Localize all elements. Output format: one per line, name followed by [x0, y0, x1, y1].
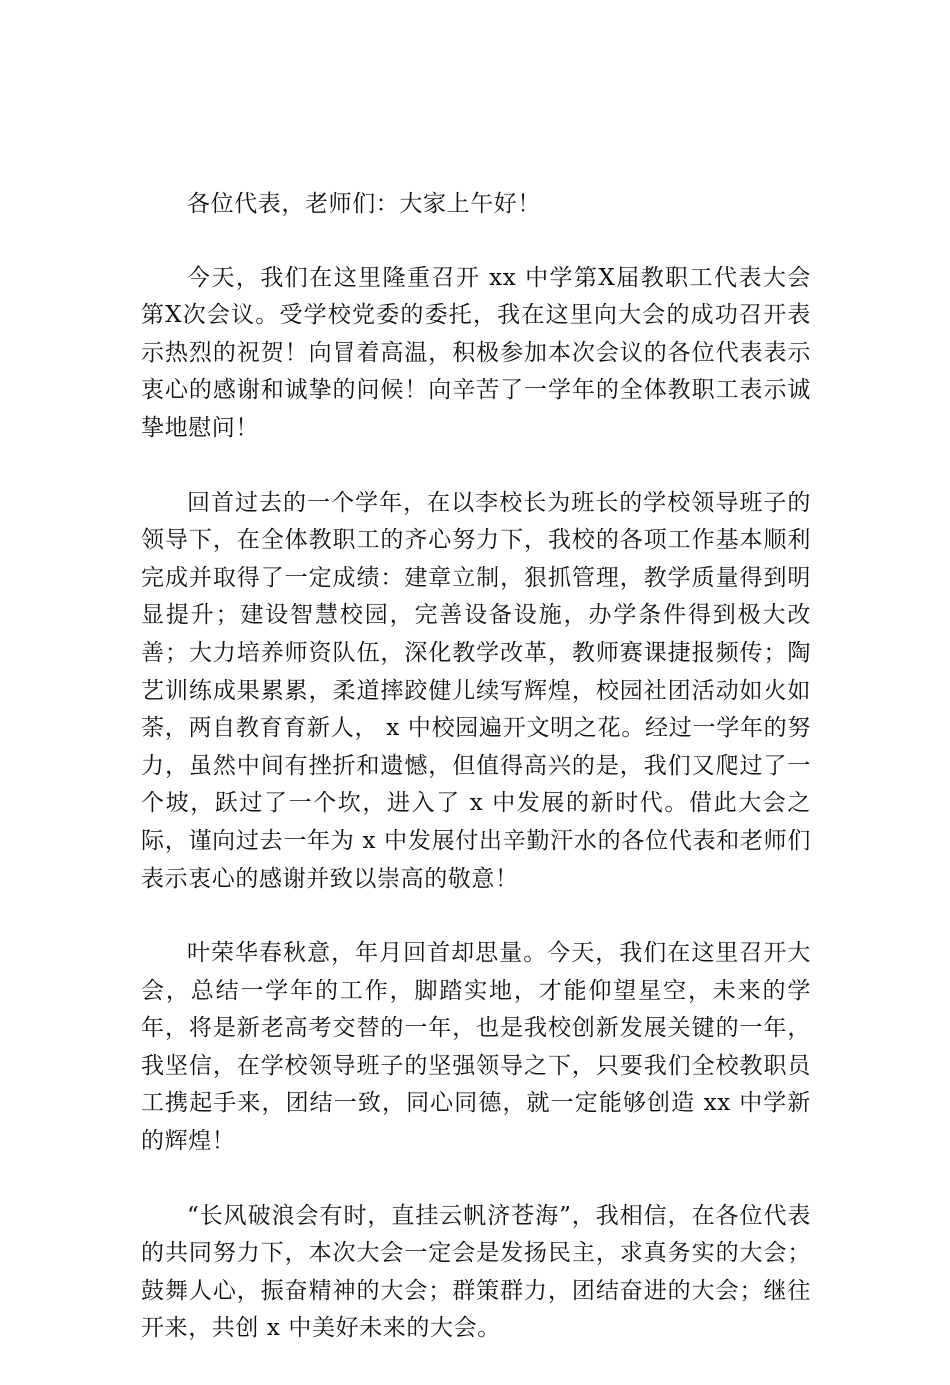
greeting-paragraph: 各位代表，老师们：大家上午好！ — [187, 191, 541, 217]
paragraph-closing: “长风破浪会有时，直挂云帆济苍海”，我相信，在各位代表的共同努力下，本次大会一定会是发扬民主，求真务实的大会；鼓舞人心，振奋精神的大会；群策群力，团结奋进的大会；继往开来，共创 x 中美好未来的大会。 — [141, 1202, 811, 1342]
paragraph-outlook: 叶荣华春秋意，年月回首却思量。今天，我们在这里召开大会，总结一学年的工作，脚踏实地，才能仰望星空，未来的学年，将是新老高考交替的一年，也是我校创新发展关键的一年，我坚信，在学校领导班子的坚强领导之下，只要我们全校教职员工携起手来，团结一致，同心同德，就一定能够创造 xx 中学新的辉煌！ — [141, 940, 811, 1155]
paragraph-opening: 今天，我们在这里隆重召开 xx 中学第Ⅹ届教职工代表大会第Ⅹ次会议。受学校党委的委托，我在这里向大会的成功召开表示热烈的祝贺！向冒着高温，积极参加本次会议的各位代表表示衷心的感谢和诚挚的问候！向辛苦了一学年的全体教职工表示诚挚地慰问！ — [141, 264, 811, 441]
document-body — [141, 186, 811, 1385]
paragraph-review: 回首过去的一个学年，在以李校长为班长的学校领导班子的领导下，在全体教职工的齐心努力下，我校的各项工作基本顺利完成并取得了一定成绩：建章立制，狠抓管理，教学质量得到明显提升；建设智慧校园，完善设备设施，办学条件得到极大改善；大力培养师资队伍，深化教学改革，教师赛课捷报频传；陶艺训练成果累累，柔道摔跤健儿续写辉煌，校园社团活动如火如荼，两自教育育新人， x 中校园遍开文明之花。经过一学年的努力，虽然中间有挫折和遗憾，但值得高兴的是，我们又爬过了一个坡，跃过了一个坎，进入了 x 中发展的新时代。借此大会之际，谨向过去一年为 x 中发展付出辛勤汗水的各位代表和老师们表示衷心的感谢并致以崇高的敬意！ — [141, 489, 811, 892]
